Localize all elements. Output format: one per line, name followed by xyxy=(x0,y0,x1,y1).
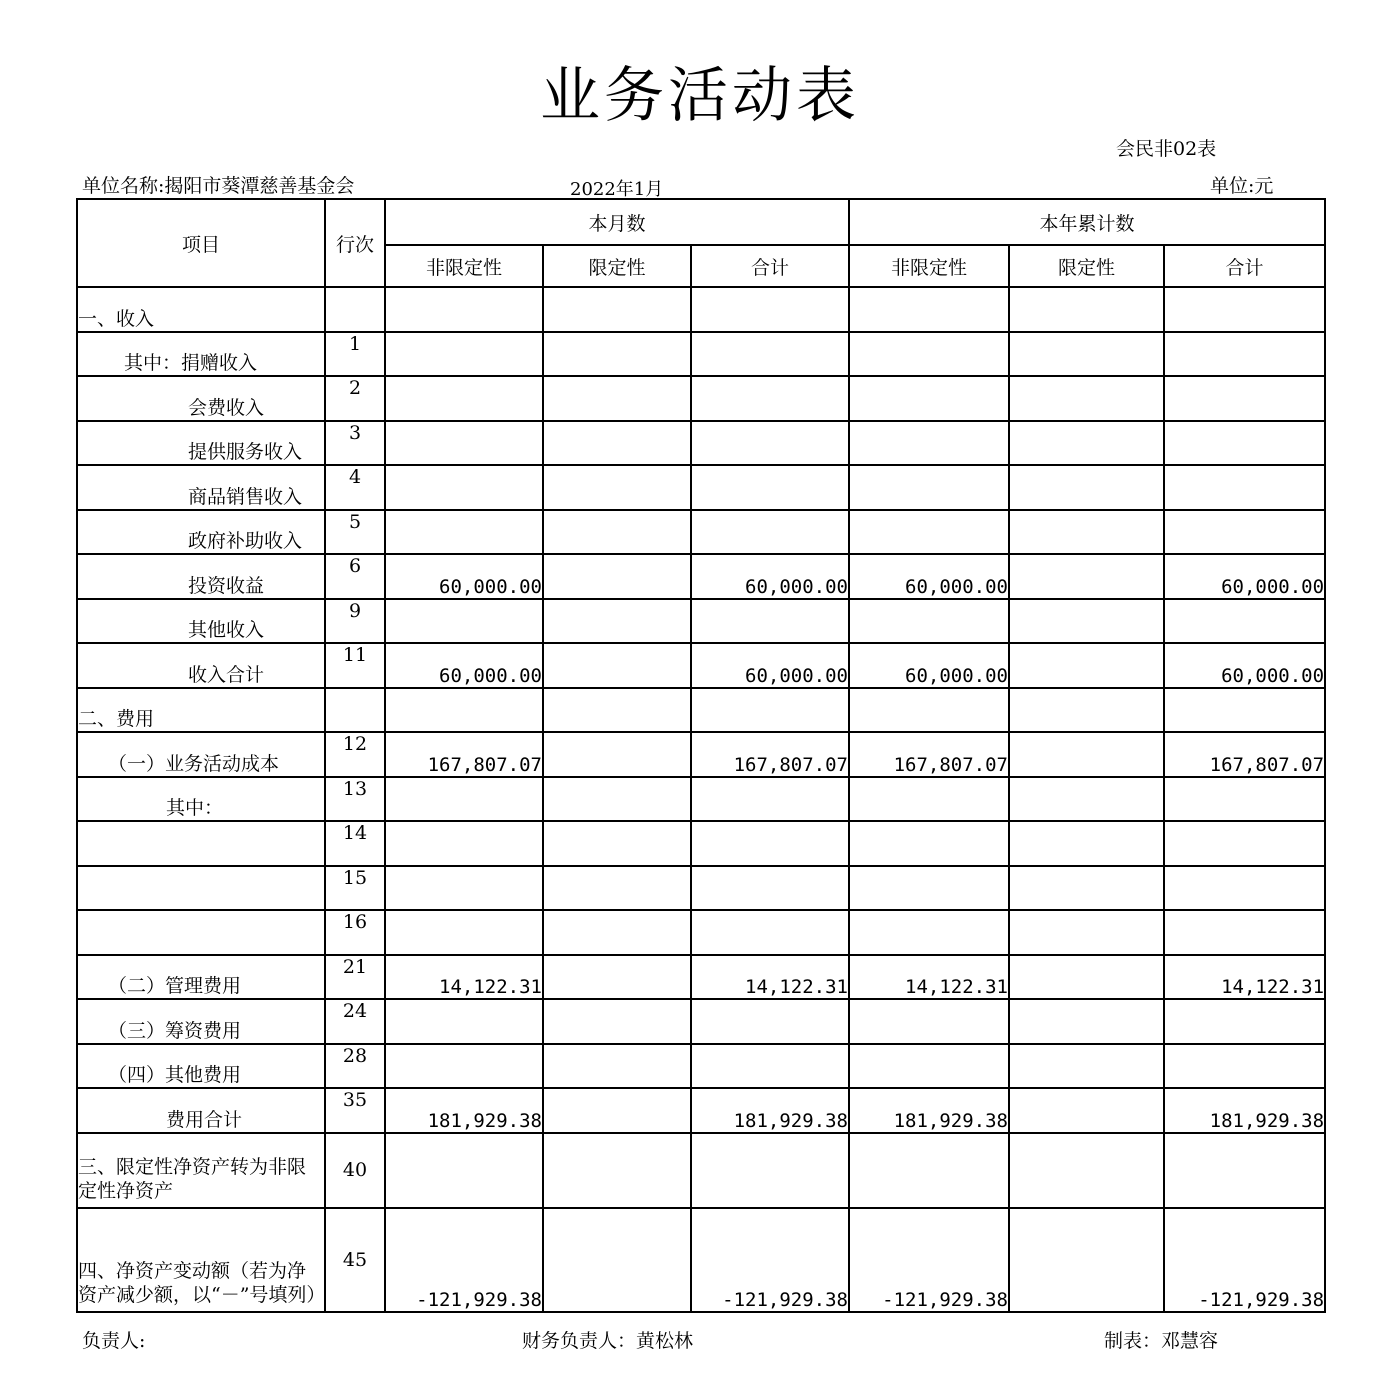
row-line-number xyxy=(325,287,385,332)
cell-ytd-unrestricted xyxy=(849,866,1009,911)
cell-ytd-unrestricted: 181,929.38 xyxy=(849,1088,1009,1133)
cell-month-unrestricted xyxy=(385,910,543,955)
table-row xyxy=(77,332,1325,377)
table-row xyxy=(77,554,1325,599)
table-row xyxy=(77,777,1325,822)
cell-month-total: 167,807.07 xyxy=(691,732,849,777)
cell-ytd-total: 60,000.00 xyxy=(1164,643,1325,688)
cell-ytd-unrestricted xyxy=(849,421,1009,466)
report-body xyxy=(77,287,1325,1312)
cell-month-restricted xyxy=(543,1044,691,1089)
row-line-number: 5 xyxy=(325,510,385,555)
cell-month-total xyxy=(691,332,849,377)
cell-month-total xyxy=(691,777,849,822)
cell-ytd-total xyxy=(1164,821,1325,866)
row-line-number: 2 xyxy=(325,376,385,421)
cell-ytd-unrestricted xyxy=(849,332,1009,377)
cell-ytd-total xyxy=(1164,421,1325,466)
cell-month-unrestricted xyxy=(385,599,543,644)
row-item-label xyxy=(77,821,325,866)
row-item-label: （二）管理费用 xyxy=(77,955,325,1000)
cell-ytd-total: -121,929.38 xyxy=(1164,1208,1325,1312)
cell-month-restricted xyxy=(543,1088,691,1133)
row-item-label: （四）其他费用 xyxy=(77,1044,325,1089)
cell-ytd-restricted xyxy=(1009,821,1164,866)
report-period: 2022年1月 xyxy=(570,179,664,200)
row-line-number: 45 xyxy=(325,1208,385,1312)
cell-month-total xyxy=(691,1044,849,1089)
cell-ytd-unrestricted xyxy=(849,688,1009,733)
cell-month-unrestricted xyxy=(385,777,543,822)
row-item-label: 二、费用 xyxy=(77,688,325,733)
cell-month-unrestricted: 60,000.00 xyxy=(385,643,543,688)
row-line-number: 1 xyxy=(325,332,385,377)
cell-ytd-restricted xyxy=(1009,554,1164,599)
row-line-number: 16 xyxy=(325,910,385,955)
cell-ytd-unrestricted: 60,000.00 xyxy=(849,643,1009,688)
table-row xyxy=(77,999,1325,1044)
cell-ytd-restricted xyxy=(1009,465,1164,510)
cell-ytd-unrestricted xyxy=(849,287,1009,332)
cell-month-unrestricted xyxy=(385,376,543,421)
cell-month-total: 60,000.00 xyxy=(691,554,849,599)
cell-month-total xyxy=(691,287,849,332)
cell-ytd-unrestricted: 167,807.07 xyxy=(849,732,1009,777)
header-ytd-total: 合计 xyxy=(1164,245,1325,287)
table-row xyxy=(77,599,1325,644)
row-item-label: 费用合计 xyxy=(77,1088,325,1133)
cell-month-restricted xyxy=(543,332,691,377)
row-item-label: 收入合计 xyxy=(77,643,325,688)
footer-preparer: 制表：邓慧容 xyxy=(1104,1330,1219,1352)
table-row xyxy=(77,1208,1325,1312)
row-line-number: 4 xyxy=(325,465,385,510)
cell-month-unrestricted xyxy=(385,1044,543,1089)
cell-ytd-total xyxy=(1164,510,1325,555)
table-row xyxy=(77,910,1325,955)
cell-month-restricted xyxy=(543,554,691,599)
cell-month-restricted xyxy=(543,1208,691,1312)
cell-month-unrestricted xyxy=(385,1133,543,1208)
header-line-no: 行次 xyxy=(325,199,385,287)
cell-ytd-restricted xyxy=(1009,1088,1164,1133)
cell-ytd-restricted xyxy=(1009,910,1164,955)
row-item-label xyxy=(77,910,325,955)
cell-month-total xyxy=(691,688,849,733)
cell-month-unrestricted xyxy=(385,421,543,466)
footer-finance-head: 财务负责人：黄松林 xyxy=(522,1330,694,1352)
row-item-label: 一、收入 xyxy=(77,287,325,332)
cell-month-total xyxy=(691,465,849,510)
header-month-group: 本月数 xyxy=(385,199,849,245)
cell-month-total: -121,929.38 xyxy=(691,1208,849,1312)
cell-ytd-unrestricted: -121,929.38 xyxy=(849,1208,1009,1312)
cell-month-total xyxy=(691,1133,849,1208)
cell-ytd-total xyxy=(1164,287,1325,332)
cell-ytd-unrestricted xyxy=(849,999,1009,1044)
cell-ytd-total xyxy=(1164,465,1325,510)
cell-ytd-unrestricted xyxy=(849,376,1009,421)
cell-ytd-unrestricted xyxy=(849,821,1009,866)
row-item-label: 四、净资产变动额（若为净资产减少额，以“－”号填列） xyxy=(77,1208,325,1312)
table-row xyxy=(77,688,1325,733)
cell-month-total xyxy=(691,599,849,644)
cell-month-total: 14,122.31 xyxy=(691,955,849,1000)
row-item-label: 其他收入 xyxy=(77,599,325,644)
cell-ytd-restricted xyxy=(1009,999,1164,1044)
header-item: 项目 xyxy=(77,199,325,287)
cell-month-restricted xyxy=(543,1133,691,1208)
row-line-number: 11 xyxy=(325,643,385,688)
row-line-number xyxy=(325,688,385,733)
cell-ytd-total: 60,000.00 xyxy=(1164,554,1325,599)
cell-ytd-total xyxy=(1164,866,1325,911)
cell-ytd-unrestricted xyxy=(849,1044,1009,1089)
cell-ytd-total xyxy=(1164,777,1325,822)
cell-ytd-total: 167,807.07 xyxy=(1164,732,1325,777)
cell-month-unrestricted xyxy=(385,999,543,1044)
table-row xyxy=(77,376,1325,421)
row-item-label: 商品销售收入 xyxy=(77,465,325,510)
cell-month-total xyxy=(691,866,849,911)
cell-ytd-restricted xyxy=(1009,599,1164,644)
cell-ytd-restricted xyxy=(1009,287,1164,332)
table-row xyxy=(77,1088,1325,1133)
cell-month-unrestricted xyxy=(385,688,543,733)
cell-ytd-restricted xyxy=(1009,777,1164,822)
cell-ytd-total xyxy=(1164,688,1325,733)
row-line-number: 24 xyxy=(325,999,385,1044)
row-line-number: 6 xyxy=(325,554,385,599)
header-ytd-unrestricted: 非限定性 xyxy=(849,245,1009,287)
row-item-label: 投资收益 xyxy=(77,554,325,599)
cell-month-total xyxy=(691,910,849,955)
header-month-unrestricted: 非限定性 xyxy=(385,245,543,287)
cell-ytd-restricted xyxy=(1009,732,1164,777)
footer-responsible: 负责人: xyxy=(82,1330,146,1352)
row-line-number: 15 xyxy=(325,866,385,911)
cell-ytd-unrestricted: 14,122.31 xyxy=(849,955,1009,1000)
row-line-number: 40 xyxy=(325,1133,385,1208)
row-item-label: 会费收入 xyxy=(77,376,325,421)
cell-month-restricted xyxy=(543,688,691,733)
row-line-number: 3 xyxy=(325,421,385,466)
row-item-label: 其中：捐赠收入 xyxy=(77,332,325,377)
cell-ytd-total xyxy=(1164,599,1325,644)
cell-month-restricted xyxy=(543,376,691,421)
cell-month-restricted xyxy=(543,777,691,822)
table-row xyxy=(77,821,1325,866)
cell-month-unrestricted xyxy=(385,510,543,555)
cell-ytd-restricted xyxy=(1009,866,1164,911)
table-row xyxy=(77,421,1325,466)
cell-ytd-unrestricted xyxy=(849,1133,1009,1208)
table-row xyxy=(77,287,1325,332)
cell-month-restricted xyxy=(543,599,691,644)
table-row xyxy=(77,1044,1325,1089)
cell-ytd-total: 181,929.38 xyxy=(1164,1088,1325,1133)
cell-ytd-total xyxy=(1164,332,1325,377)
row-item-label: 三、限定性净资产转为非限定性净资产 xyxy=(77,1133,325,1208)
row-item-label: 其中： xyxy=(77,777,325,822)
cell-month-unrestricted: -121,929.38 xyxy=(385,1208,543,1312)
cell-month-restricted xyxy=(543,732,691,777)
header-ytd-group: 本年累计数 xyxy=(849,199,1325,245)
row-item-label: 政府补助收入 xyxy=(77,510,325,555)
cell-ytd-restricted xyxy=(1009,376,1164,421)
cell-month-unrestricted xyxy=(385,465,543,510)
row-line-number: 12 xyxy=(325,732,385,777)
cell-ytd-unrestricted xyxy=(849,465,1009,510)
cell-ytd-total xyxy=(1164,910,1325,955)
row-line-number: 28 xyxy=(325,1044,385,1089)
cell-month-unrestricted: 60,000.00 xyxy=(385,554,543,599)
table-row xyxy=(77,732,1325,777)
cell-month-restricted xyxy=(543,910,691,955)
cell-ytd-total xyxy=(1164,376,1325,421)
cell-month-restricted xyxy=(543,643,691,688)
cell-month-unrestricted xyxy=(385,821,543,866)
table-row xyxy=(77,866,1325,911)
table-row xyxy=(77,643,1325,688)
cell-ytd-restricted xyxy=(1009,1208,1164,1312)
cell-month-restricted xyxy=(543,955,691,1000)
row-line-number: 14 xyxy=(325,821,385,866)
cell-month-unrestricted xyxy=(385,287,543,332)
cell-ytd-total xyxy=(1164,1044,1325,1089)
cell-month-unrestricted: 167,807.07 xyxy=(385,732,543,777)
cell-month-total xyxy=(691,376,849,421)
cell-month-restricted xyxy=(543,465,691,510)
cell-month-restricted xyxy=(543,287,691,332)
cell-ytd-restricted xyxy=(1009,332,1164,377)
header-ytd-restricted: 限定性 xyxy=(1009,245,1164,287)
table-row xyxy=(77,510,1325,555)
row-item-label xyxy=(77,866,325,911)
cell-month-unrestricted: 181,929.38 xyxy=(385,1088,543,1133)
row-line-number: 9 xyxy=(325,599,385,644)
cell-ytd-restricted xyxy=(1009,510,1164,555)
cell-month-total: 181,929.38 xyxy=(691,1088,849,1133)
cell-ytd-total: 14,122.31 xyxy=(1164,955,1325,1000)
cell-month-total: 60,000.00 xyxy=(691,643,849,688)
cell-month-restricted xyxy=(543,510,691,555)
cell-month-total xyxy=(691,999,849,1044)
row-line-number: 13 xyxy=(325,777,385,822)
cell-month-restricted xyxy=(543,421,691,466)
cell-ytd-restricted xyxy=(1009,1044,1164,1089)
currency-unit: 单位:元 xyxy=(1210,175,1274,197)
cell-month-total xyxy=(691,510,849,555)
cell-ytd-unrestricted xyxy=(849,599,1009,644)
page-title: 业务活动表 xyxy=(540,61,860,131)
cell-month-unrestricted: 14,122.31 xyxy=(385,955,543,1000)
activity-report-table xyxy=(76,198,1326,1313)
cell-ytd-restricted xyxy=(1009,643,1164,688)
cell-month-restricted xyxy=(543,866,691,911)
cell-ytd-total xyxy=(1164,999,1325,1044)
cell-ytd-unrestricted xyxy=(849,910,1009,955)
table-row xyxy=(77,955,1325,1000)
row-line-number: 21 xyxy=(325,955,385,1000)
row-item-label: （三）筹资费用 xyxy=(77,999,325,1044)
table-row xyxy=(77,465,1325,510)
cell-ytd-unrestricted: 60,000.00 xyxy=(849,554,1009,599)
header-month-total: 合计 xyxy=(691,245,849,287)
row-item-label: （一）业务活动成本 xyxy=(77,732,325,777)
cell-ytd-restricted xyxy=(1009,421,1164,466)
cell-month-total xyxy=(691,821,849,866)
cell-month-restricted xyxy=(543,821,691,866)
row-item-label: 提供服务收入 xyxy=(77,421,325,466)
unit-name: 单位名称:揭阳市葵潭慈善基金会 xyxy=(82,175,355,197)
header-month-restricted: 限定性 xyxy=(543,245,691,287)
cell-ytd-total xyxy=(1164,1133,1325,1208)
row-line-number: 35 xyxy=(325,1088,385,1133)
form-code: 会民非02表 xyxy=(1116,138,1217,160)
cell-ytd-restricted xyxy=(1009,1133,1164,1208)
cell-ytd-restricted xyxy=(1009,955,1164,1000)
cell-month-total xyxy=(691,421,849,466)
cell-ytd-unrestricted xyxy=(849,777,1009,822)
cell-month-unrestricted xyxy=(385,866,543,911)
cell-month-restricted xyxy=(543,999,691,1044)
cell-ytd-unrestricted xyxy=(849,510,1009,555)
table-row xyxy=(77,1133,1325,1208)
cell-month-unrestricted xyxy=(385,332,543,377)
cell-ytd-restricted xyxy=(1009,688,1164,733)
